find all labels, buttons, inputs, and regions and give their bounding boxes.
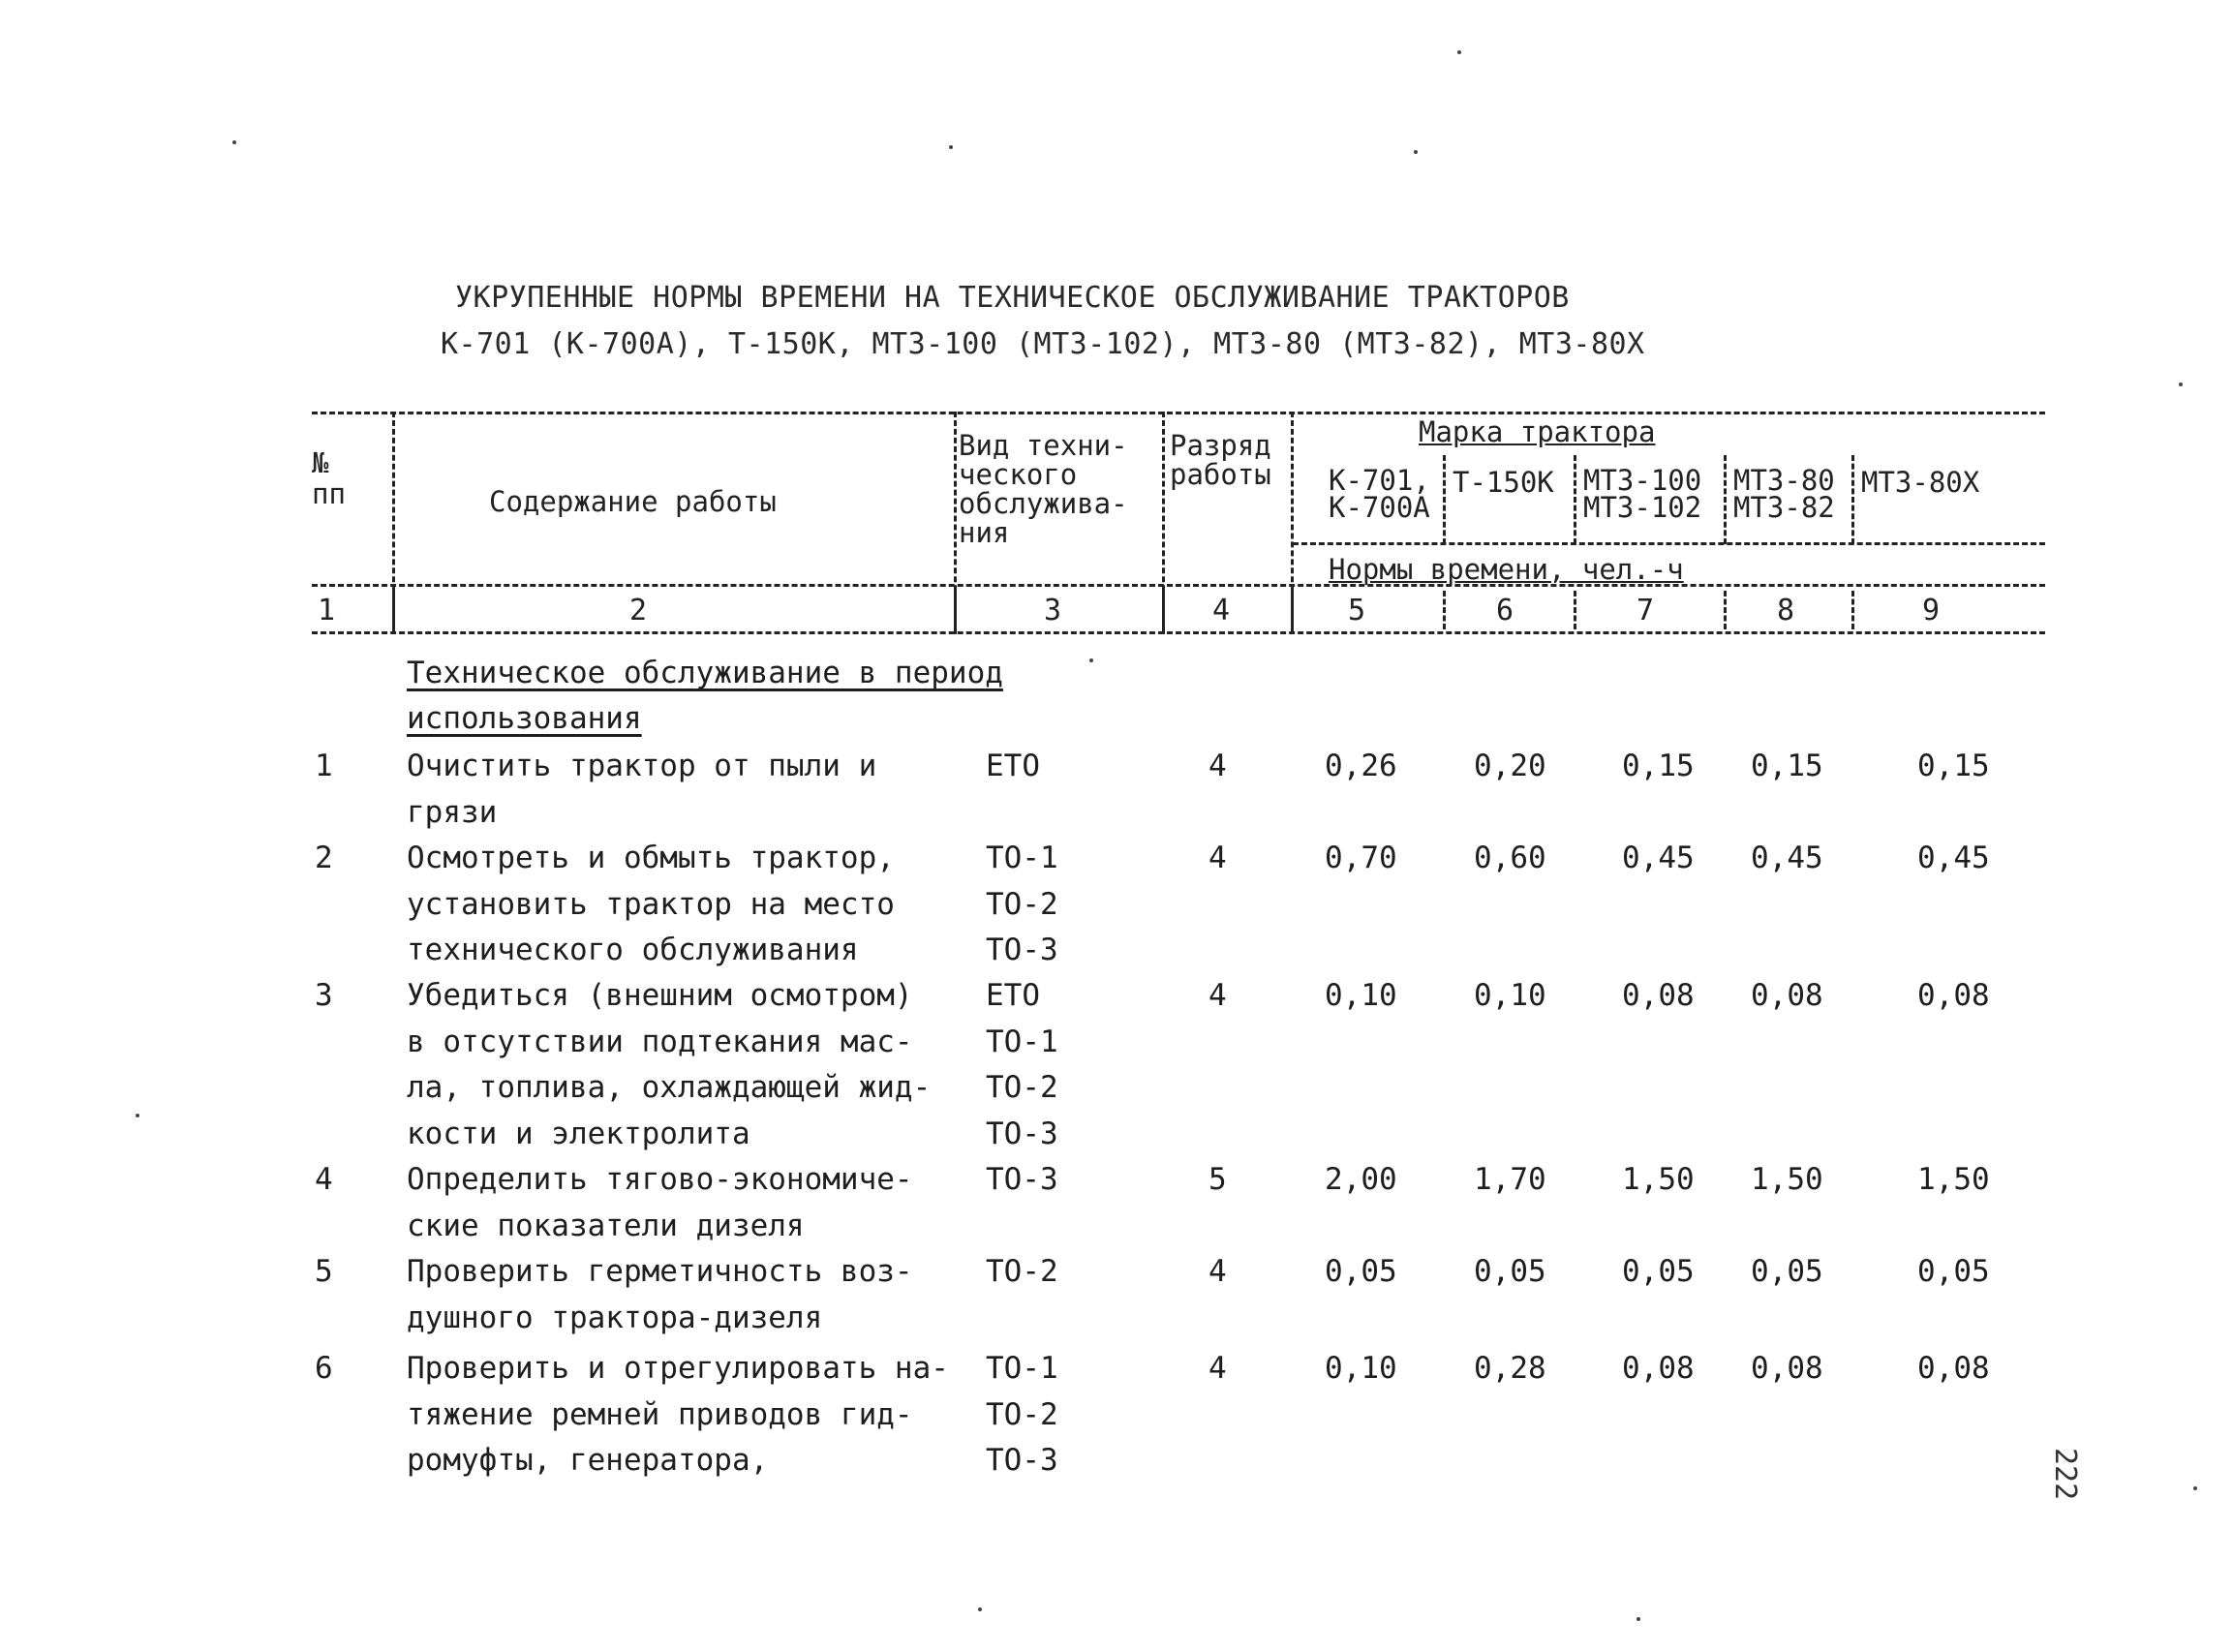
colnum-separator [392,591,395,629]
row-value-mtz80x: 1,50 [1917,1162,1990,1197]
row-work: Проверить и отрегулировать на- тяжение ремней приводов гид- ромуфты, генератора, [407,1351,949,1478]
row-value-k701: 0,10 [1325,1351,1397,1386]
row-grade: 4 [1208,978,1227,1013]
row-value-mtz100: 0,45 [1622,841,1695,875]
document-title-line1: УКРУПЕННЫЕ НОРМЫ ВРЕМЕНИ НА ТЕХНИЧЕСКОЕ ОБСЛУЖИВАНИЕ ТРАКТОРОВ [455,281,1570,315]
row-value-mtz80: 0,08 [1751,978,1823,1013]
header-t150k: Т-150К [1453,466,1554,499]
row-grade: 4 [1208,749,1227,783]
page-number: 222 [2048,1448,2082,1501]
colnum-separator [954,591,957,629]
row-value-t150k: 0,20 [1474,749,1546,783]
row-work: Убедиться (внешним осмотром) в отсутствии подтекания мас- ла, топлива, охлаждающей жид- кости и электролита [407,978,932,1151]
row-value-mtz100: 1,50 [1622,1162,1695,1197]
row-service-kind: ЕТО ТО-1 ТО-2 ТО-3 [986,978,1058,1151]
row-value-mtz80x: 0,08 [1917,978,1990,1013]
row-value-t150k: 0,28 [1474,1351,1546,1386]
header-mtz80: МТЗ-80 МТЗ-82 [1733,464,1835,524]
row-value-mtz80: 0,08 [1751,1351,1823,1386]
scan-speck [2193,1486,2197,1490]
row-work: Определить тягово-экономиче- ские показатели дизеля [407,1162,913,1243]
header-service-kind: Вид техни- ческого обслужива- ния [959,429,1128,549]
column-number-4: 4 [1212,594,1231,627]
row-number: 5 [315,1254,333,1289]
header-separator-7 [1724,455,1727,544]
row-service-kind: ТО-3 [986,1162,1058,1197]
row-service-kind: ТО-1 ТО-2 ТО-3 [986,1351,1058,1478]
row-value-mtz80x: 0,08 [1917,1351,1990,1386]
header-number: № пп [312,446,346,510]
header-separator-8 [1851,455,1854,544]
row-value-k701: 0,70 [1325,841,1397,875]
column-number-3: 3 [1044,594,1062,627]
row-value-k701: 0,26 [1325,749,1397,783]
row-value-mtz80x: 0,05 [1917,1254,1990,1289]
row-work: Очистить трактор от пыли и грязи [407,749,877,830]
colnum-separator [1443,591,1446,629]
row-grade: 4 [1208,1254,1227,1289]
row-value-k701: 2,00 [1325,1162,1397,1197]
column-numbers-rule [312,631,2045,634]
row-number: 4 [315,1162,333,1197]
row-value-mtz80x: 0,15 [1917,749,1990,783]
row-grade: 4 [1208,1351,1227,1386]
column-number-2: 2 [629,594,648,627]
row-value-mtz80x: 0,45 [1917,841,1990,875]
row-value-t150k: 1,70 [1474,1162,1546,1197]
header-work-content: Содержание работы [489,485,777,518]
row-number: 6 [315,1351,333,1386]
row-value-mtz100: 0,15 [1622,749,1695,783]
document-title-line2: К-701 (К-700А), Т-150К, МТЗ-100 (МТЗ-102), МТЗ-80 (МТЗ-82), МТЗ-80Х [441,327,1645,361]
row-number: 2 [315,841,333,875]
row-grade: 4 [1208,841,1227,875]
row-number: 3 [315,978,333,1013]
scan-speck [1637,1617,1640,1621]
row-grade: 5 [1208,1162,1227,1197]
colnum-separator [1574,591,1576,629]
header-time-norms: Нормы времени, чел.-ч [1329,553,1684,586]
row-value-mtz80: 0,45 [1751,841,1823,875]
scan-speck [1414,150,1418,154]
column-number-5: 5 [1348,594,1366,627]
row-work: Осмотреть и обмыть трактор, установить трактор на место технического обслуживания [407,841,895,967]
scan-speck [978,1607,982,1611]
scan-speck [136,1114,139,1117]
row-value-mtz100: 0,08 [1622,1351,1695,1386]
row-value-t150k: 0,60 [1474,841,1546,875]
header-bottom-rule [312,584,2045,587]
row-service-kind: ЕТО [986,749,1040,783]
header-mtz80x: МТЗ-80Х [1861,466,1980,499]
row-value-mtz100: 0,08 [1622,978,1695,1013]
row-value-mtz80: 1,50 [1751,1162,1823,1197]
colnum-separator [1724,591,1727,629]
row-work: Проверить герметичность воз- душного трактора-дизеля [407,1254,913,1335]
scan-speck [949,145,953,149]
scan-speck [2179,382,2183,386]
section-title: Техническое обслуживание в период использования [407,656,1003,736]
header-k701: К-701, К-700А [1329,464,1430,524]
row-service-kind: ТО-1 ТО-2 ТО-3 [986,841,1058,967]
column-number-1: 1 [318,594,336,627]
scan-speck [232,140,236,144]
scan-speck [1089,658,1093,662]
colnum-separator [1851,591,1854,629]
row-value-mtz80: 0,15 [1751,749,1823,783]
header-separator-5 [1443,455,1446,544]
header-separator-6 [1574,455,1576,544]
row-value-t150k: 0,05 [1474,1254,1546,1289]
colnum-separator [1162,591,1165,629]
scan-speck [1457,50,1461,54]
row-number: 1 [315,749,333,783]
header-tractor-brand: Марка трактора [1419,415,1656,448]
row-service-kind: ТО-2 [986,1254,1058,1289]
table-top-rule [312,412,2045,414]
header-middle-rule [1293,542,2045,545]
row-value-t150k: 0,10 [1474,978,1546,1013]
column-number-7: 7 [1637,594,1655,627]
header-work-grade: Разряд работы [1170,429,1271,491]
column-number-8: 8 [1777,594,1795,627]
row-value-mtz100: 0,05 [1622,1254,1695,1289]
column-number-6: 6 [1496,594,1514,627]
row-value-mtz80: 0,05 [1751,1254,1823,1289]
header-mtz100: МТЗ-100 МТЗ-102 [1583,464,1702,524]
colnum-separator [1291,591,1294,629]
row-value-k701: 0,10 [1325,978,1397,1013]
column-number-9: 9 [1922,594,1941,627]
row-value-k701: 0,05 [1325,1254,1397,1289]
